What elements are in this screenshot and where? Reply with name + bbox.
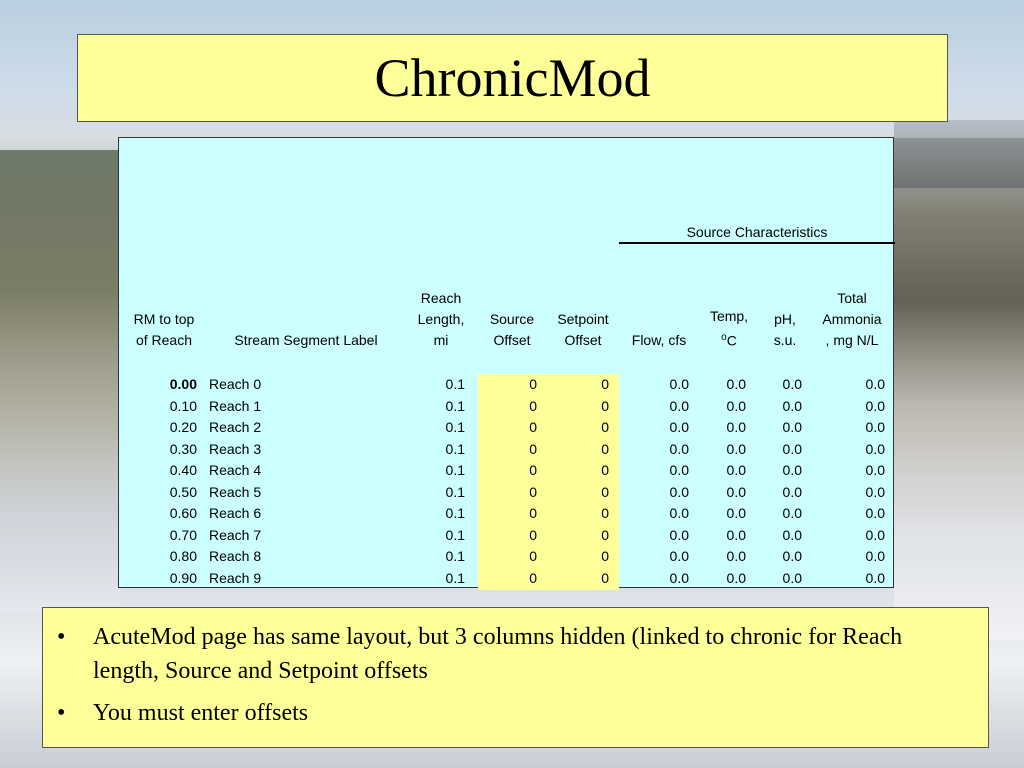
spreadsheet: [118, 137, 894, 588]
rm-cell[interactable]: 0.70: [169, 526, 197, 543]
header-flow[interactable]: Flow, cfs: [631, 332, 687, 348]
setpoint-offset-cell[interactable]: 0: [601, 462, 609, 478]
setpoint-offset-cell[interactable]: 0: [601, 376, 609, 392]
flow-cell[interactable]: 0.0: [669, 483, 689, 500]
length-cell[interactable]: 0.1: [445, 505, 465, 521]
source-characteristics-underline: [619, 242, 895, 244]
length-cell[interactable]: 0.1: [445, 483, 465, 500]
flow-cell[interactable]: 0.0: [669, 440, 689, 457]
temp-cell[interactable]: 0.0: [726, 397, 746, 414]
background-riverbank-right: [894, 120, 1024, 640]
ammonia-cell[interactable]: 0.0: [865, 526, 885, 543]
flow-cell[interactable]: 0.0: [669, 526, 689, 543]
table-row: [119, 439, 895, 461]
table-row: [119, 568, 895, 590]
ph-cell[interactable]: 0.0: [782, 376, 802, 392]
length-cell[interactable]: 0.1: [445, 440, 465, 457]
source-offset-cell[interactable]: 0: [529, 569, 537, 586]
notes-box: [42, 607, 989, 748]
flow-cell[interactable]: 0.0: [669, 419, 689, 435]
length-cell[interactable]: 0.1: [445, 376, 465, 392]
header-setpoint-offset[interactable]: Setpoint Offset: [557, 311, 609, 348]
ph-cell[interactable]: 0.0: [782, 483, 802, 500]
ph-cell[interactable]: 0.0: [782, 548, 802, 564]
setpoint-offset-cell[interactable]: 0: [601, 397, 609, 414]
source-offset-cell[interactable]: 0: [529, 505, 537, 521]
setpoint-offset-cell[interactable]: 0: [601, 440, 609, 457]
table-row: [119, 374, 895, 396]
temp-cell[interactable]: 0.0: [726, 419, 746, 435]
flow-cell[interactable]: 0.0: [669, 397, 689, 414]
label-cell[interactable]: Reach 9: [209, 569, 262, 586]
flow-cell[interactable]: 0.0: [669, 569, 689, 586]
temp-cell[interactable]: 0.0: [726, 569, 746, 586]
page-title: ChronicMod: [374, 48, 651, 108]
temp-cell[interactable]: 0.0: [726, 526, 746, 543]
ammonia-cell[interactable]: 0.0: [865, 483, 885, 500]
rm-cell[interactable]: 0.00: [169, 376, 197, 392]
flow-cell[interactable]: 0.0: [669, 548, 689, 564]
table-row: [119, 546, 895, 568]
temp-cell[interactable]: 0.0: [726, 483, 746, 500]
rm-cell[interactable]: 0.40: [169, 462, 197, 478]
temp-cell[interactable]: 0.0: [726, 462, 746, 478]
label-cell[interactable]: Reach 1: [209, 397, 262, 414]
temp-cell[interactable]: 0.0: [726, 440, 746, 457]
table-row: [119, 525, 895, 547]
rm-cell[interactable]: 0.80: [169, 548, 197, 564]
bullet-text: AcuteMod page has same layout, but 3 columns hidden (linked to chronic for Reach length, Source and Setpoint offsets: [93, 624, 903, 684]
ph-cell[interactable]: 0.0: [782, 569, 802, 586]
length-cell[interactable]: 0.1: [445, 397, 465, 414]
source-offset-cell[interactable]: 0: [529, 462, 537, 478]
bullet-symbol: •: [57, 624, 66, 650]
ammonia-cell[interactable]: 0.0: [865, 548, 885, 564]
setpoint-offset-cell[interactable]: 0: [601, 548, 609, 564]
flow-cell[interactable]: 0.0: [669, 376, 689, 392]
bullet-text: You must enter offsets: [93, 700, 309, 726]
header-source-offset[interactable]: Source Offset: [489, 311, 535, 348]
temp-cell[interactable]: 0.0: [726, 376, 746, 392]
label-cell[interactable]: Reach 8: [209, 548, 262, 564]
source-offset-cell[interactable]: 0: [529, 440, 537, 457]
setpoint-offset-cell[interactable]: 0: [601, 526, 609, 543]
source-offset-cell[interactable]: 0: [529, 526, 537, 543]
setpoint-offset-cell[interactable]: 0: [601, 419, 609, 435]
flow-cell[interactable]: 0.0: [669, 505, 689, 521]
background-riverbank-left: [0, 150, 120, 610]
header-length[interactable]: Reach Length, mi: [417, 290, 465, 348]
header-ammonia[interactable]: Total Ammonia , mg N/L: [822, 290, 882, 348]
rm-cell[interactable]: 0.20: [169, 419, 197, 435]
ph-cell[interactable]: 0.0: [782, 397, 802, 414]
temp-cell[interactable]: 0.0: [726, 548, 746, 564]
table-row: [119, 482, 895, 504]
bullet-symbol: •: [57, 700, 66, 726]
source-offset-cell[interactable]: 0: [529, 397, 537, 414]
source-offset-cell[interactable]: 0: [529, 483, 537, 500]
source-offset-cell[interactable]: 0: [529, 376, 537, 392]
table-row: [119, 417, 895, 439]
ph-cell[interactable]: 0.0: [782, 505, 802, 521]
table-row: [119, 396, 895, 418]
ammonia-cell[interactable]: 0.0: [865, 462, 885, 478]
ph-cell[interactable]: 0.0: [782, 440, 802, 457]
ammonia-cell[interactable]: 0.0: [865, 569, 885, 586]
background-bridge: [894, 138, 1024, 188]
setpoint-offset-cell[interactable]: 0: [601, 483, 609, 500]
setpoint-offset-cell[interactable]: 0: [601, 505, 609, 521]
rm-cell[interactable]: 0.10: [169, 397, 197, 414]
ph-cell[interactable]: 0.0: [782, 462, 802, 478]
header-label[interactable]: Stream Segment Label: [234, 332, 378, 348]
flow-cell[interactable]: 0.0: [669, 462, 689, 478]
rm-cell[interactable]: 0.60: [169, 505, 197, 521]
title-box: [77, 34, 948, 122]
length-cell[interactable]: 0.1: [445, 548, 465, 564]
rm-cell[interactable]: 0.30: [169, 440, 197, 457]
ammonia-cell[interactable]: 0.0: [865, 505, 885, 521]
length-cell[interactable]: 0.1: [445, 462, 465, 478]
label-cell[interactable]: Reach 0: [209, 376, 262, 392]
ammonia-cell[interactable]: 0.0: [865, 397, 885, 414]
temp-cell[interactable]: 0.0: [726, 505, 746, 521]
ph-cell[interactable]: 0.0: [782, 526, 802, 543]
ph-cell[interactable]: 0.0: [782, 419, 802, 435]
length-cell[interactable]: 0.1: [445, 526, 465, 543]
label-cell[interactable]: Reach 2: [209, 419, 262, 435]
table-row: [119, 460, 895, 482]
label-cell[interactable]: Reach 3: [209, 440, 262, 457]
bullet-item: [57, 620, 968, 688]
label-cell[interactable]: Reach 4: [209, 462, 262, 478]
length-cell[interactable]: 0.1: [445, 419, 465, 435]
header-temp[interactable]: Temp, $^o$C: [709, 308, 749, 349]
length-cell[interactable]: 0.1: [445, 569, 465, 586]
bullet-item: [57, 696, 968, 730]
header-rm[interactable]: RM to top of Reach: [133, 311, 195, 348]
source-offset-cell[interactable]: 0: [529, 548, 537, 564]
source-characteristics-label: Source Characteristics: [686, 224, 828, 240]
header-ph[interactable]: pH, s.u.: [773, 311, 797, 348]
setpoint-offset-cell[interactable]: 0: [601, 569, 609, 586]
rm-cell[interactable]: 0.90: [169, 569, 197, 586]
rm-cell[interactable]: 0.50: [169, 483, 197, 500]
ammonia-cell[interactable]: 0.0: [865, 376, 885, 392]
label-cell[interactable]: Reach 5: [209, 483, 262, 500]
label-cell[interactable]: Reach 7: [209, 526, 262, 543]
ammonia-cell[interactable]: 0.0: [865, 440, 885, 457]
source-offset-cell[interactable]: 0: [529, 419, 537, 435]
ammonia-cell[interactable]: 0.0: [865, 419, 885, 435]
label-cell[interactable]: Reach 6: [209, 505, 262, 521]
table-row: [119, 503, 895, 525]
